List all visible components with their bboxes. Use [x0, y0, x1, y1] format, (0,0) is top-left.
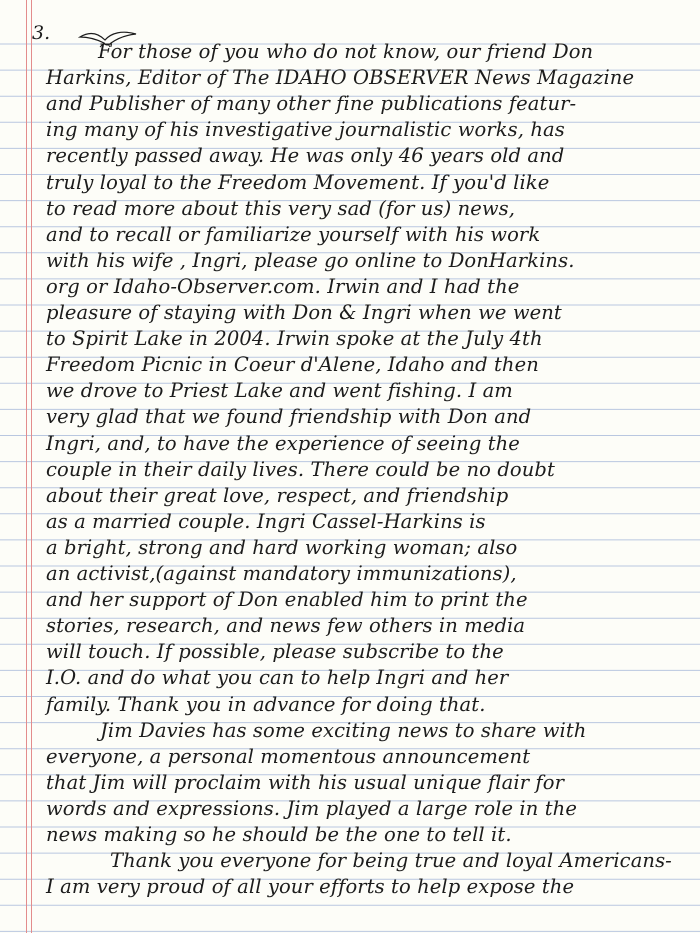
- margin-line-left: [26, 0, 27, 933]
- handwritten-line: stories, research, and news few others in media: [46, 614, 526, 638]
- handwritten-line: For those of you who do not know, our friend Don: [98, 40, 594, 63]
- page-number: 3.: [32, 22, 51, 44]
- handwritten-line: as a married couple. Ingri Cassel-Harkins is: [46, 509, 486, 533]
- handwritten-line: we drove to Priest Lake and went fishing. I am: [46, 379, 513, 403]
- handwritten-line: pleasure of staying with Don & Ingri when we went: [46, 301, 562, 324]
- handwritten-line: couple in their daily lives. There could be no doubt: [46, 457, 555, 481]
- handwritten-line: that Jim will proclaim with his usual unique flair for: [46, 770, 565, 794]
- handwritten-line: I am very proud of all your efforts to help expose the: [46, 875, 575, 899]
- handwritten-line: Harkins, Editor of The IDAHO OBSERVER News Magazine: [46, 66, 635, 90]
- margin-line-right: [31, 0, 32, 933]
- handwritten-line: and Publisher of many other fine publications featur-: [46, 92, 577, 116]
- handwritten-line: I.O. and do what you can to help Ingri and her: [46, 666, 509, 690]
- handwritten-line: and her support of Don enabled him to print the: [46, 588, 528, 612]
- handwritten-line: recently passed away. He was only 46 years old and: [46, 144, 565, 168]
- handwritten-line: truly loyal to the Freedom Movement. If you'd like: [46, 170, 550, 194]
- handwritten-line: Ingri, and, to have the experience of seeing the: [46, 431, 520, 455]
- handwritten-line: very glad that we found friendship with Don and: [46, 405, 532, 429]
- handwritten-line: Freedom Picnic in Coeur d'Alene, Idaho and then: [46, 353, 539, 377]
- handwritten-line: words and expressions. Jim played a large role in the: [46, 796, 577, 820]
- handwritten-line: about their great love, respect, and friendship: [46, 483, 509, 507]
- handwritten-line: org or Idaho-Observer.com. Irwin and I had the: [46, 274, 520, 298]
- handwritten-line: family. Thank you in advance for doing that.: [46, 692, 486, 716]
- handwritten-line: to read more about this very sad (for us) news,: [46, 196, 516, 220]
- handwritten-line: ing many of his investigative journalistic works, has: [46, 118, 565, 142]
- handwritten-line: everyone, a personal momentous announcement: [46, 744, 531, 768]
- handwritten-line: an activist,(against mandatory immunizations),: [46, 562, 517, 585]
- handwritten-line: Thank you everyone for being true and loyal Americans-: [110, 849, 672, 873]
- handwritten-line: a bright, strong and hard working woman; also: [46, 535, 518, 559]
- handwritten-line: will touch. If possible, please subscribe to the: [46, 640, 504, 664]
- handwritten-line: with his wife , Ingri, please go online to DonHarkins.: [46, 248, 575, 272]
- handwritten-line: news making so he should be the one to tell it.: [46, 823, 512, 846]
- handwritten-line: and to recall or familiarize yourself with his work: [46, 222, 541, 246]
- handwritten-line: Jim Davies has some exciting news to share with: [100, 718, 587, 742]
- handwritten-line: to Spirit Lake in 2004. Irwin spoke at the July 4th: [46, 327, 543, 351]
